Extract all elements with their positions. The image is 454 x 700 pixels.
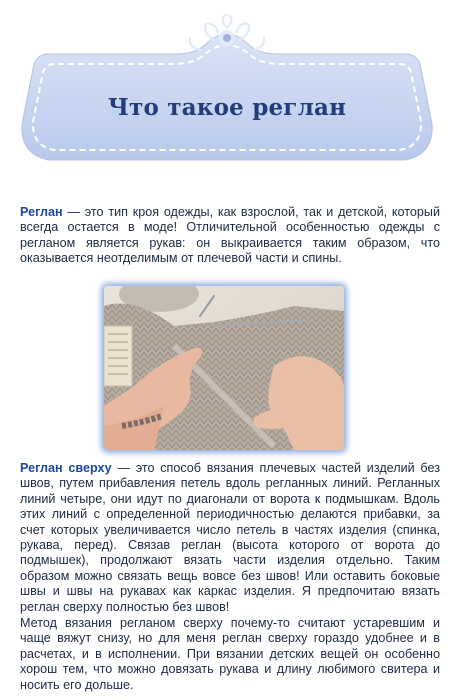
paragraph-text: — это тип кроя одежды, как взрослой, так и детской, который всегда остается в моде! Отличительной особенностью одежды с регланом является рукав: он выкраивается таким образом, что оказывается неотделимым от плечевой части и спины.: [20, 205, 440, 266]
paragraph-raglan-definition: [20, 205, 440, 267]
knitting-illustration: [104, 286, 344, 450]
paragraph-top-down-raglan: [20, 461, 440, 615]
page-title: Что такое реглан: [107, 94, 347, 121]
paragraph-method-opinion: [20, 616, 440, 693]
lead-term: Реглан: [20, 205, 63, 219]
plaque-frame-graphic: [8, 14, 446, 172]
title-plaque: [8, 14, 446, 172]
knitting-photo: [104, 286, 344, 450]
lead-term: Реглан сверху: [20, 461, 112, 475]
ornament-icon: [190, 14, 265, 50]
paragraph-text: Метод вязания регланом сверху почему-то считают устаревшим и чаще вяжут снизу, но для меня реглан сверху гораздо удобнее и в расчетах, и в исполнении. При вязании детских вещей он особенно хорош тем, что можно довязать рукава и длину любимого свитера и носить его дольше.: [20, 616, 440, 692]
paragraph-text: — это способ вязания плечевых частей изделий без швов, путем прибавления петель вдоль регланных линий. Регланных линий четыре, они идут по диагонали от ворота к подмышкам. Вдоль этих линий с определенной периодичностью делаются прибавки, за счет которых увеличивается число петель в частях изделия (спинка, рукава, перед). Связав реглан (высота которого от ворота до подмышек), продолжают вязать части изделия отдельно. Таким образом можно связать вещь вовсе без швов! Или оставить боковые швы и швы на рукавах как каркас изделия. Я предпочитаю вязать реглан сверху полностью без швов!: [20, 461, 440, 614]
